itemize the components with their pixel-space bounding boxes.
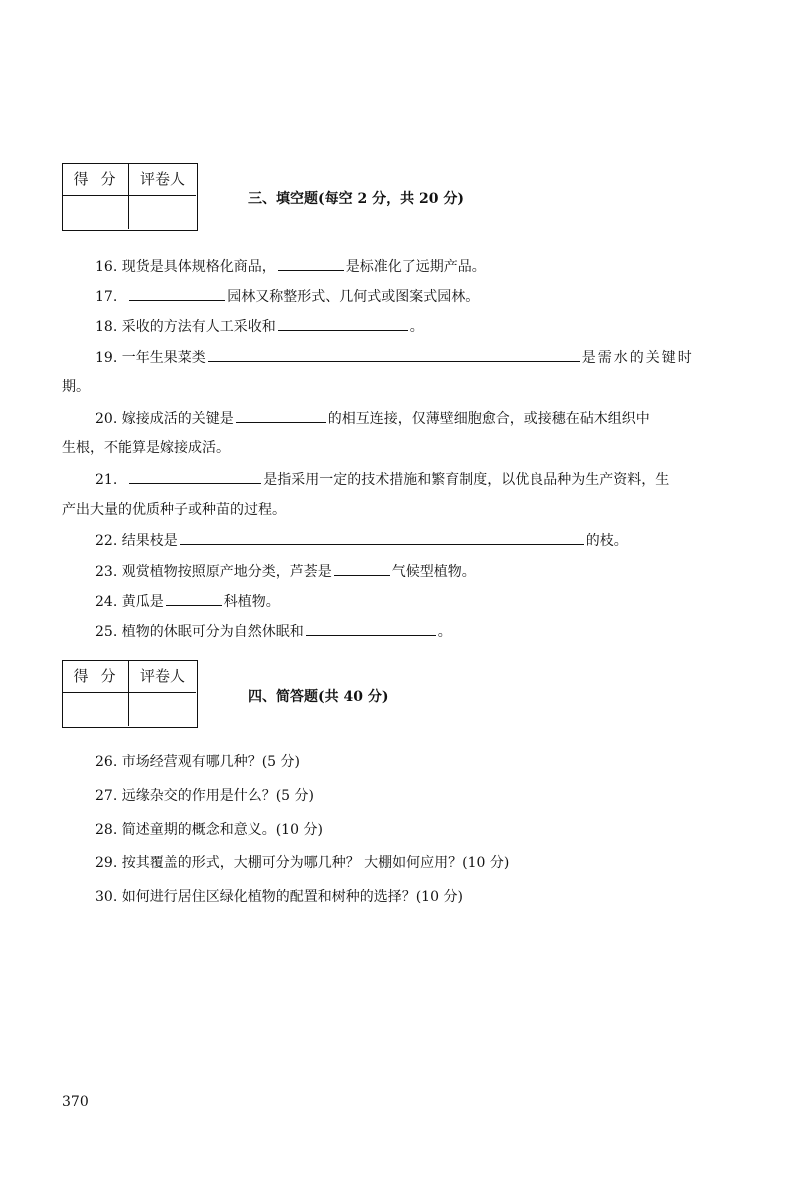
score-label: 得分 [63,164,129,196]
question-23 [95,561,476,582]
q22-text-a: 22. 结果枝是 [95,533,178,549]
question-18 [95,316,424,337]
q25-text-b: 。 [437,624,452,640]
q17-text-a: 17. [95,289,118,305]
score-box-section3 [62,163,198,231]
q18-blank [278,316,408,331]
q22-blank [180,530,584,545]
question-20 [95,408,650,429]
q23-text-b: 气候型植物。 [391,564,476,580]
question-19 [95,347,694,368]
q19-text-a: 19. 一年生果菜类 [95,350,206,366]
q24-blank [166,591,222,606]
score-entry-cell [63,693,129,726]
q16-text-a: 16. 现货是具体规格化商品， [95,259,276,275]
question-25 [95,621,452,642]
grader-entry-cell [129,196,196,229]
question-29: 29. 按其覆盖的形式，大棚可分为哪几种？ 大棚如何应用？(10 分) [95,855,510,871]
question-21 [95,469,669,490]
question-28: 28. 简述童期的概念和意义。(10 分) [95,822,323,838]
score-box-section4 [62,660,198,728]
question-26: 26. 市场经营观有哪几种？(5 分) [95,754,300,770]
q19-blank [208,347,580,362]
question-21-cont: 产出大量的优质种子或种苗的过程。 [62,502,286,518]
question-19-cont: 期。 [62,379,90,395]
question-17 [95,286,479,307]
score-label: 得分 [63,661,129,693]
q17-text-b: 园林又称整形式、几何式或图案式园林。 [227,289,480,305]
q21-text-a: 21. [95,472,118,488]
page-number: 370 [62,1094,89,1110]
grader-label: 评卷人 [129,661,196,693]
question-16 [95,256,486,277]
question-20-cont: 生根，不能算是嫁接成活。 [62,440,230,456]
q25-blank [306,621,436,636]
q16-text-b: 是标准化了远期产品。 [345,259,486,275]
q20-text-b: 的相互连接，仅薄壁细胞愈合，或接穗在砧木组织中 [327,411,650,427]
q18-text-b: 。 [409,319,424,335]
section3-title: 三、填空题(每空 2 分，共 20 分) [248,191,464,207]
q25-text-a: 25. 植物的休眠可分为自然休眠和 [95,624,304,640]
q22-text-b: 的枝。 [585,533,628,549]
question-24 [95,591,280,612]
q20-blank [236,408,326,423]
grader-label: 评卷人 [129,164,196,196]
q24-text-b: 科植物。 [223,594,280,610]
q21-blank [129,469,261,484]
question-30: 30. 如何进行居住区绿化植物的配置和树种的选择？(10 分) [95,889,463,905]
q19-text-b: 是需水的关键时 [581,350,694,366]
q23-text-a: 23. 观赏植物按照原产地分类，芦荟是 [95,564,332,580]
q23-blank [334,561,390,576]
q20-text-a: 20. 嫁接成活的关键是 [95,411,234,427]
question-27: 27. 远缘杂交的作用是什么？(5 分) [95,788,314,804]
q18-text-a: 18. 采收的方法有人工采收和 [95,319,276,335]
grader-entry-cell [129,693,196,726]
section4-title: 四、简答题(共 40 分) [248,689,389,705]
q17-blank [129,286,225,301]
question-22 [95,530,628,551]
q24-text-a: 24. 黄瓜是 [95,594,164,610]
q16-blank [278,256,344,271]
q21-text-b: 是指采用一定的技术措施和繁育制度，以优良品种为生产资料，生 [263,472,670,488]
score-entry-cell [63,196,129,229]
